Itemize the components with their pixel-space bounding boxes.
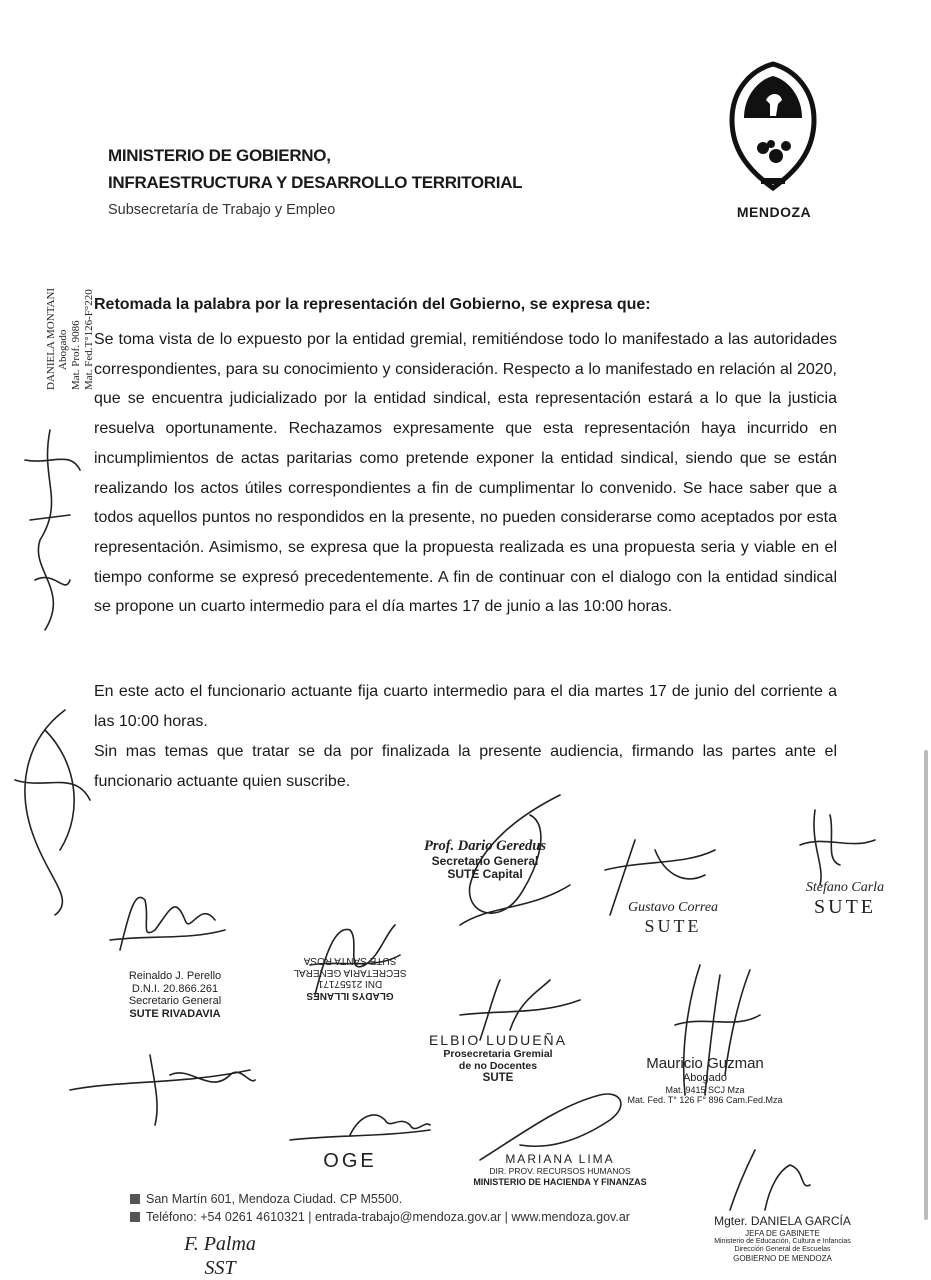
guzman-mat-fed: Mat. Fed. T° 126 F° 896 Cam.Fed.Mza — [627, 1095, 783, 1106]
illanes-dni: DNI 21557171 — [317, 978, 383, 990]
luduena-org: SUTE — [482, 1072, 514, 1085]
perello-name: Reinaldo J. Perello — [128, 970, 222, 982]
intro-line: Retomada la palabra por la representación del Gobierno, se expresa que: — [94, 296, 651, 313]
ministry-line-2: INFRAESTRUCTURA Y DESARROLLO TERRITORIAL — [108, 173, 523, 192]
footer-address-row — [130, 1192, 402, 1206]
correa-org: SUTE — [644, 916, 702, 937]
luduena-role-2: de no Docentes — [458, 1060, 538, 1073]
guzman-title: Abogado — [682, 1072, 728, 1085]
bottom-left-org: SST — [204, 1257, 236, 1279]
garcia-gov: GOBIERNO DE MENDOZA — [733, 1254, 832, 1264]
stamp-lima — [440, 1153, 680, 1187]
signature-illanes — [295, 915, 405, 1005]
illanes-name: GLADYS ILLANES — [306, 990, 394, 1001]
paragraph-1: Se toma vista de lo expuesto por la entidad gremial, remitiéndose todo lo manifestado a las autoridades correspondientes, para su conocimiento y consideración. Respecto a lo manifestado en relación al 2020, que se encuentra judicializado por la entidad sindical, esta representación estará a lo que la justicia resuelva oportunamente. Rechazamos expresamente que esta representación haya incurrido en incumplimientos de actas paritarias como pretende exponer la entidad sindical, siendo que se están realizando los actos útiles correspondientes a fin de cumplimentar lo convenido. Se hace saber que a todos aquellos puntos no respondidos en la presente, no pueden considerarse como aceptados por esta representación. Asimismo, se expresa que la propuesta realizada es una propuesta seria y viable en el tiempo conforme se expresó precedentemente. A fin de continuar con el dialogo con la entidad sindical se propone un cuarto intermedio para el día martes 17 de junio a las 10:00 horas. — [94, 331, 837, 616]
margin-signature-bottom — [5, 700, 95, 920]
luduena-name: ELBIO LUDUEÑA — [428, 1032, 568, 1048]
geredus-name: Prof. Dario Geredus — [423, 838, 547, 854]
paragraph-2: En este acto el funcionario actuante fija cuarto intermedio para el dia martes 17 de junio del corriente a las 10:00 horas. — [94, 683, 837, 730]
margin-signature-top — [10, 420, 90, 660]
signature-perello — [100, 880, 230, 960]
guzman-name: Mauricio Guzman — [646, 1055, 764, 1072]
subsecretaria: Subsecretaría de Trabajo y Empleo — [108, 202, 336, 218]
perello-org: SUTE RIVADAVIA — [129, 1007, 221, 1020]
garcia-ministry: Ministerio de Educación, Cultura e Infancias — [714, 1237, 851, 1245]
illanes-org: SUTE SANTA ROSA — [303, 955, 397, 967]
geredus-role: Secretario General — [431, 853, 539, 868]
signature-garcia — [710, 1140, 820, 1220]
stamp-correa — [598, 900, 748, 937]
bottom-left-name: F. Palma — [184, 1233, 256, 1255]
stamp-luduena — [418, 1032, 578, 1085]
correa-name: Gustavo Correa — [627, 900, 719, 915]
footer-contact: Teléfono: +54 0261 4610321 | entrada-trabajo@mendoza.gov.ar | www.mendoza.gov.ar — [146, 1210, 630, 1224]
luduena-role: Prosecretaria Gremial — [443, 1048, 553, 1061]
ministry-line-1: MINISTERIO DE GOBIERNO, — [108, 146, 331, 165]
footer-contact-row — [130, 1210, 630, 1224]
margin-stamp-mat-fed: Mat. Fed.T°126-F°220 — [83, 289, 95, 390]
garcia-role: JEFA DE GABINETE — [745, 1228, 820, 1238]
ministry-title — [108, 142, 522, 196]
signature-geredus — [440, 785, 580, 935]
perello-dni: D.N.I. 20.866.261 — [131, 982, 219, 995]
lima-role: DIR. PROV. RECURSOS HUMANOS — [489, 1165, 631, 1176]
stefano-org: SUTE — [814, 896, 876, 919]
margin-stamp-name: DANIELA MONTANI — [45, 287, 57, 390]
footer-bar-icon — [130, 1212, 140, 1222]
illanes-role: SECRETARIA GENERAL — [293, 967, 407, 978]
stefano-name: Stefano Carla — [805, 880, 885, 895]
perello-role: Secretario General — [128, 995, 222, 1008]
garcia-name: Mgter. DANIELA GARCÍA — [714, 1214, 851, 1228]
footer-bar-icon — [130, 1194, 140, 1204]
stamp-guzman — [620, 1055, 790, 1106]
scrollbar[interactable] — [924, 750, 928, 1220]
stamp-bottom-left — [165, 1232, 275, 1280]
margin-stamp-mat-prof: Mat. Prof. 9086 — [70, 320, 82, 390]
garcia-direction: Dirección General de Escuelas — [734, 1246, 831, 1254]
logo-label: MENDOZA — [736, 204, 812, 220]
footer-address: San Martín 601, Mendoza Ciudad. CP M5500. — [146, 1192, 403, 1206]
paragraph-3: Sin mas temas que tratar se da por finalizada la presente audiencia, firmando las partes ante el funcionario actuante quien suscribe. — [94, 743, 837, 790]
guzman-mat: Mat. 9415 SCJ Mza — [665, 1084, 745, 1095]
mendoza-shield-logo-icon — [726, 60, 820, 195]
lima-org: MINISTERIO DE HACIENDA Y FINANZAS — [473, 1176, 647, 1187]
stamp-stefano — [790, 880, 900, 919]
margin-stamp-title: Abogado — [57, 329, 69, 370]
geredus-org: SUTE Capital — [447, 867, 523, 882]
lima-name: MARIANA LIMA — [505, 1152, 615, 1166]
signature-amadeo — [60, 1035, 260, 1135]
margin-stamp — [40, 260, 100, 400]
stamp-garcia — [690, 1215, 875, 1263]
stamp-oge: OGE — [323, 1150, 377, 1172]
stamp-perello — [100, 970, 250, 1021]
